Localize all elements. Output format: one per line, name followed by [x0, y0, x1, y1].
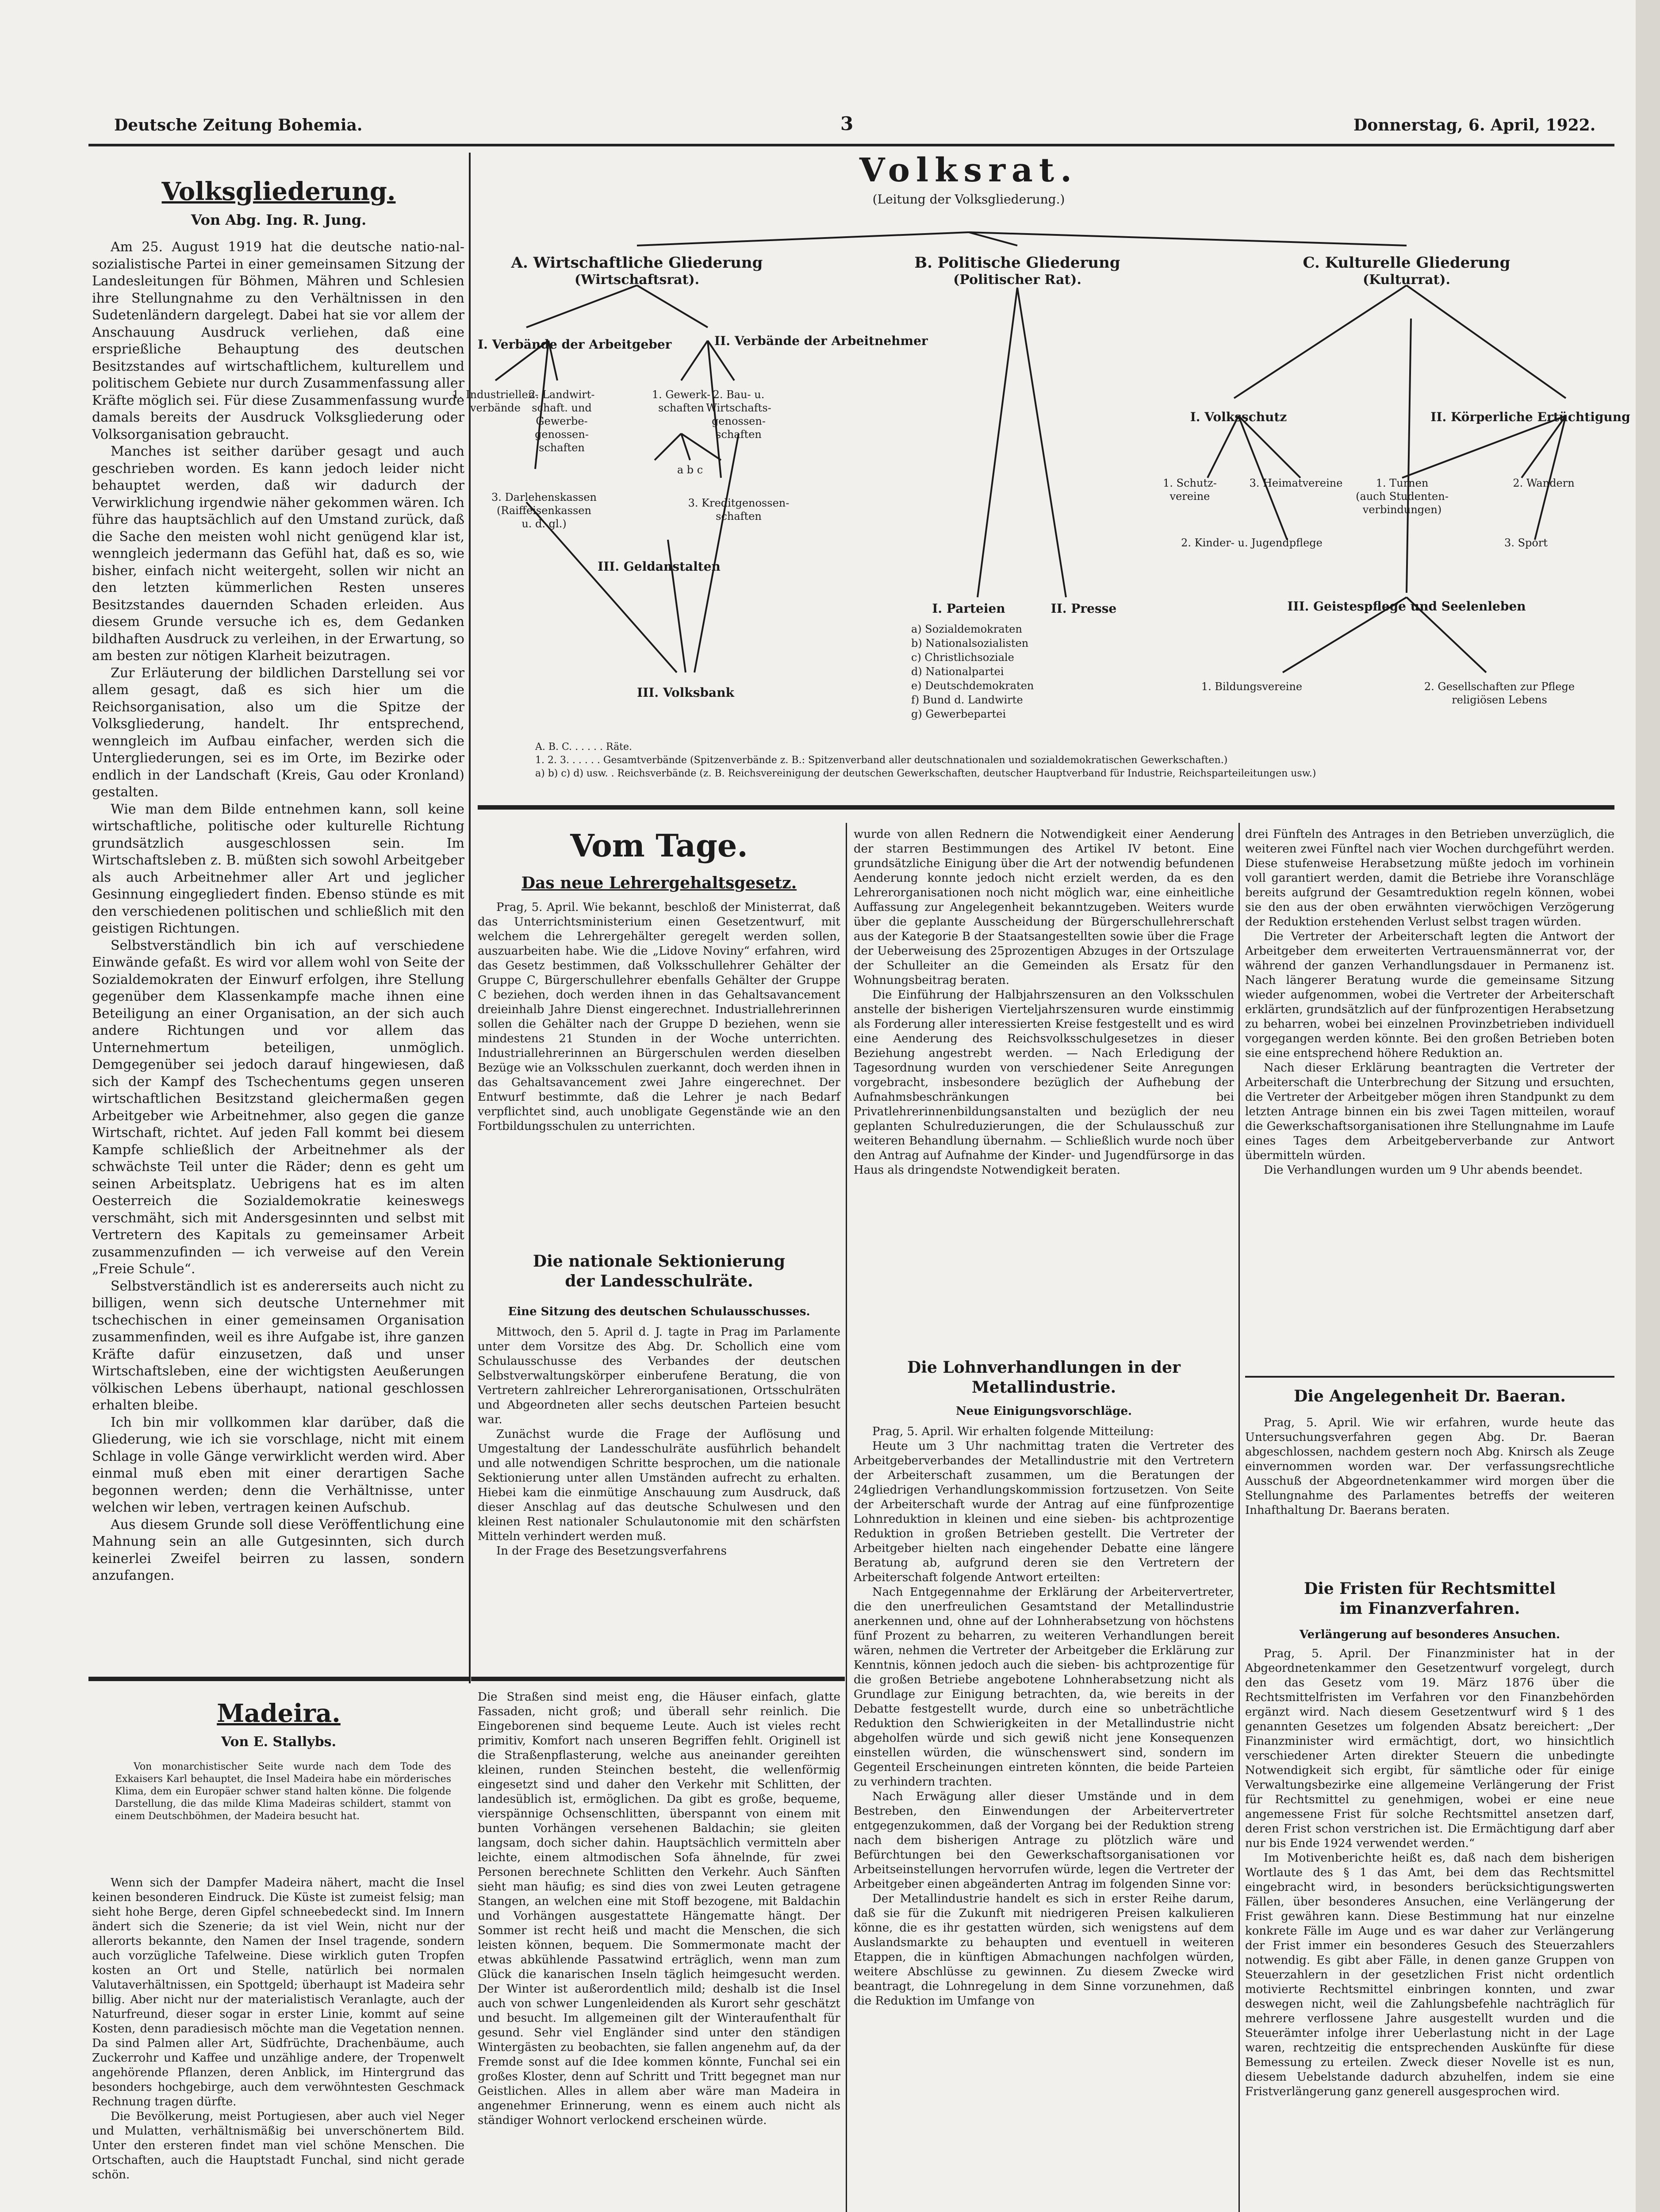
node-label: 3. Heimatvereine [1249, 477, 1343, 489]
node-press: II. Presse [1050, 601, 1117, 616]
paragraph: Prag, 5. April. Wir erhalten folgende Mitteilung: [872, 1425, 1154, 1438]
node-label: 2. Landwirt- [529, 388, 595, 401]
party-item: a) Sozialdemokraten [911, 623, 1022, 635]
article-subheadline: Verlängerung auf besonderes Ansuchen. [1299, 1628, 1560, 1641]
article-headline: Metallindustrie. [971, 1378, 1116, 1397]
article-headline: Die Fristen für Rechtsmittel [1304, 1579, 1556, 1598]
node-label: schaft. und [532, 402, 592, 414]
paragraph: Selbstverständlich bin ich auf verschiedene Einwände gefaßt. Es wird vor allem wohl von Seite der Sozialdemokraten der Einwurf erfolgen, ihre Stellung gegenüber dem Klassenkampfe mache ihnen eine Beteiligung an einer Organisation, an der sich auch andere Richtungen und vor allem das Unternehmertum beteiligen, unmöglich. Demgegenüber sei jedoch darauf hingewiesen, daß sich der Kampf des Tschechentums gegen unseren wirtschaftlichen Besitzstand gleichermaßen gegen Arbeitgeber wie Arbeitnehmer, also gegen die ganze Wirtschaft, richtet. Auf jeden Fall kommt bei diesem Kampfe schließlich der Arbeitnehmer als der schwächste Teil unter die Räder; denn es geht um seinen Arbeitsplatz. Uebrigens hat es im alten Oesterreich die Sozialdemokratie keineswegs verschmäht, sich mit Andersgesinnten und selbst mit Vertretern des Kapitals zu gemeinsamer Arbeit zusammenzufinden — ich verweise auf den Verein „Freie Schule“. [92, 937, 464, 1277]
party-item: d) Nationalpartei [911, 665, 1004, 678]
column-divider [469, 153, 471, 1683]
diagram-title: Volksrat. [859, 151, 1078, 189]
branch-b-sublabel: (Politischer Rat). [953, 272, 1081, 288]
legend-line: A. B. C. . . . . . Räte. [535, 741, 633, 753]
node-label: genossen- [535, 428, 589, 441]
node-label: Gewerbe- [536, 415, 588, 427]
node-peoples-bank: III. Volksbank [637, 685, 734, 700]
node-label: schaften [716, 428, 762, 441]
node-label: (auch Studenten- [1356, 490, 1449, 503]
node-label: 1. Turnen [1376, 477, 1429, 489]
node-label: schaften [716, 510, 762, 522]
article-body [478, 1325, 840, 1670]
paragraph: Die Verhandlungen wurden um 9 Uhr abends beendet. [1264, 1164, 1583, 1177]
node-physical: II. Körperliche Ertüchtigung [1430, 410, 1630, 424]
node-label: 1. Schutz- [1163, 477, 1217, 489]
article-title: Volksgliederung. [161, 177, 396, 206]
organization-diagram [452, 150, 1630, 796]
node-label: u. d. gl.) [521, 518, 567, 530]
node-parties: I. Parteien [932, 601, 1005, 616]
section-title: Vom Tage. [570, 827, 748, 864]
node-label: 3. Sport [1504, 537, 1548, 549]
node-label: 1. Gewerk- [652, 388, 711, 401]
article-body [1245, 827, 1614, 1367]
node-label: 2. Kinder- u. Jugendpflege [1181, 537, 1323, 549]
node-banks: III. Geldanstalten [598, 559, 721, 574]
article-headline: der Landesschulräte. [565, 1272, 753, 1290]
newspaper-name: Deutsche Zeitung Bohemia. [114, 116, 363, 134]
paragraph: Zunächst wurde die Frage der Auflösung und Umgestaltung der Landesschulräte ausführlich behandelt und alle notwendigen Schritte besprochen, um die nationale Sektionierung unter allen Umständen aufrecht zu erhalten. Hiebei kam die einmütige Anschauung zum Ausdruck, daß dieser Anschlag auf das deutsche Schulwesen und den kleinen Rest nationaler Schulautonomie mit den schärfsten Mitteln verhindert werden muß. [478, 1428, 840, 1543]
paragraph: Der Metallindustrie handelt es sich in erster Reihe darum, daß sie für die Zukunft mit niedrigeren Preisen kalkulieren könne, die es ihr gestatten würden, sich wenigstens auf dem Auslandsmarkte zu behaupten und eventuell in weiteren Etappen, die in künftigen Abmachungen nachfolgen würden, weitere Abschlüsse zu gewinnen. Zu diesem Zwecke wird beantragt, die Lohnregelung in dem Sinne vorzunehmen, daß die Reduktion im Umfange von [854, 1892, 1234, 2008]
node-employer-assoc: I. Verbände der Arbeitgeber [478, 337, 672, 352]
column-divider [1238, 823, 1240, 2212]
node-label: schaften [539, 442, 585, 454]
page-edge [1636, 0, 1660, 2212]
article-body [854, 1425, 1234, 2212]
article-headline: Das neue Lehrergehaltsgesetz. [521, 874, 797, 892]
node-label: 2. Gesellschaften zur Pflege [1424, 680, 1575, 693]
article-body [854, 827, 1234, 1345]
paragraph: Wie man dem Bilde entnehmen kann, soll keine wirtschaftliche, politische oder kulturelle Richtung grundsätzlich ausgeschlossen sein. Im Wirtschaftsleben z. B. müßten sich sowohl Arbeitgeber als auch Arbeitnehmer aller Art und jeglicher Gesinnung eingegliedert finden. Ebenso stünde es mit den verschiedenen politischen und schließlich mit den geistigen Richtungen. [92, 801, 464, 936]
branch-c-sublabel: (Kulturrat). [1362, 272, 1451, 288]
paragraph: Die Straßen sind meist eng, die Häuser einfach, glatte Fassaden, nicht groß; und überall sehr reinlich. Die Eingeborenen sind bequeme Leute. Auch ist vieles recht primitiv, Komfort nach unseren Begriffen fehlt. Originell ist die Straßenpflasterung, welche aus aneinander gereihten kleinen, runden Steinchen besteht, die wellenförmig eingesetzt sind und daher den Verkehr mit Schlitten, der landesüblich ist, ermöglichen. Da gibt es große, bequeme, vierspännige Ochsenschlitten, überspannt von einem mit bunten Vorhängen versehenen Baldachin; sie gleiten langsam, doch sicher dahin. Hauptsächlich vermitteln aber leichte, einem altmodischen Sofa ähnelnde, für zwei Personen berechnete Schlitten den Verkehr. Auch Sänften sieht man häufig; es sind dies von zwei Leuten getragene Stangen, an welchen eine mit Stoff bezogene, mit Baldachin und Vorhängen ausgestattete Hängematte hängt. Der Sommer ist recht heiß und macht die Menschen, die sich leisten können, bequem. Die Sommermonate macht der etwas abkühlende Passatwind erträglich, wenn man zum Glück die kanarischen Inseln täglich heimgesucht werden. Der Winter ist außerordentlich mild; deshalb ist die Insel auch von schwer Lungenleidenden als Kurort sehr geschätzt und besucht. Im allgemeinen gilt der Winteraufenthalt für gesund. Sehr viel Engländer sind unter den ständigen Wintergästen zu beobachten, sie fallen angenehm auf, da der Fremde sonst auf die Idee kommen könnte, Funchal sei ein großes Kloster, denn auf Schritt und Tritt begegnet man nur Geistlichen. Alles in allem aber wäre man Madeira in angenehmer Erinnerung, wenn es einem auch nicht als ständiger Wohnort verlockend erscheinen würde. [478, 1690, 840, 2127]
legend-line: 1. 2. 3. . . . . . Gesamtverbände (Spitzenverbände z. B.: Spitzenverband aller deutschnationalen und sozialdemokratischen Gewerkschaften.) [535, 755, 1228, 766]
article-title: Madeira. [217, 1699, 341, 1728]
article-headline: Die Lohnverhandlungen in der [907, 1358, 1181, 1377]
article-headline: Die nationale Sektionierung [533, 1252, 786, 1271]
article-body [92, 239, 464, 1668]
node-label: 1. Bildungsvereine [1201, 680, 1303, 693]
node-label: 2. Bau- u. [713, 388, 765, 401]
paragraph: Nach dieser Erklärung beantragten die Vertreter der Arbeiterschaft die Unterbrechung der Sitzung und ersuchten, die Vertreter der Arbeitgeber mögen ihren Standpunkt zu dem letzten Antrage binnen ein bis zwei Tagen mitteilen, worauf die Gewerkschaftsorganisationen ihre Stellungnahme im Laufe eines Tages dem Arbeitgeberverbande zur Antwort übermitteln würden. [1245, 1061, 1614, 1162]
paragraph: Prag, 5. April. Wie wir erfahren, wurde heute das Untersuchungsverfahren gegen Abg. Dr. Baeran abgeschlossen, nachdem gestern noch Abg. Knirsch als Zeuge einvernommen worden war. Der verfassungsrechtliche Ausschuß der Abgeordnetenkammer wird morgen über die Stellungnahme des Parlamentes betreffs der weiteren Inhafthaltung Dr. Baerans beraten. [1245, 1416, 1614, 1517]
paragraph: Wenn sich der Dampfer Madeira nähert, macht die Insel keinen besonderen Eindruck. Die Küste ist zumeist felsig; man sieht hohe Berge, deren Gipfel schneebedeckt sind. Im Innern ändert sich die Szenerie; da ist viel Wein, nicht nur der allerorts bekannte, den Namen der Insel tragende, sondern auch vorzügliche Tafelweine. Diese wirklich guten Tropfen kosten an Ort und Stelle, natürlich bei normalen Valutaverhältnissen, ein Spottgeld; überhaupt ist Madeira sehr billig. Aber nicht nur der materialistisch Veranlagte, auch der Naturfreund, dieser sogar in erster Linie, kommt auf seine Kosten, denn paradiesisch möchte man die Vegetation nennen. Da sind Palmen aller Art, Südfrüchte, Drachenbäume, auch Zuckerrohr und Kaffee und unzählige andere, der Tropenwelt angehörende Pflanzen, deren Anblick, im Hintergrund das besonders hochgebirge, auch dem verwöhntesten Geschmack Rechnung tragen dürfte. [92, 1876, 464, 2108]
node-label: Wirtschafts- [706, 402, 771, 414]
paragraph: Manches ist seither darüber gesagt und auch geschrieben worden. Es kann jedoch leider nicht behauptet werden, daß wir dadurch der Verwirklichung irgendwie näher gekommen wären. Ich führe das hauptsächlich auf den Umstand zurück, daß die Sache den meisten wohl nicht genügend klar ist, wenngleich jedermann das Gefühl hat, daß es so, wie bisher, einfach nicht weitergeht, sollen wir nicht an den letzten kümmerlichen Resten unseres Besitzstandes dauernden Schaden erleiden. Aus diesem Grunde versuche ich es, dem Gedanken bildhaften Ausdruck zu verleihen, in der Erwartung, so am besten zur nötigen Klarheit beizutragen. [92, 444, 464, 664]
paragraph: Selbstverständlich ist es andererseits auch nicht zu billigen, wenn sich deutsche Unternehmer mit tschechischen in einer gemeinsamen Organisation zusammenfinden, weil es ihre Aufgabe ist, ihre ganzen Kräfte dafür einzusetzen, daß und unser Wirtschaftsleben, eine der wichtigsten Aeußerungen völkischen Lebens überhaupt, national geschlossen erhalten bleibe. [92, 1278, 464, 1413]
party-item: b) Nationalsozialisten [911, 637, 1029, 649]
paragraph: Prag, 5. April. Wie bekannt, beschloß der Ministerrat, daß das Unterrichtsministerium einen Gesetzentwurf, mit welchem die Lehrergehälter geregelt werden sollen, auszuarbeiten habe. Wie die „Lidove Noviny“ erfahren, wird das Gesetz bestimmen, daß Volksschullehrer Gehälter der Gruppe C, Bürgerschullehrer ebenfalls Gehälter der Gruppe C beziehen, doch werden ihnen in das Gehaltsavancement dreieinhalb Jahre Dienst eingerechnet. Industriallehrerinnen sollen die Gehälter nach der Gruppe D beziehen, wenn sie mindestens 21 Stunden in der Woche unterrichten. Industriallehrerinnen an Bürgerschulen werden dieselben Bezüge wie an Volksschulen zuerkannt, doch werden ihnen in das Gehaltsavancement zwei Jahre eingerechnet. Der Entwurf bestimmte, daß die Lehrer je nach Bedarf verpflichtet sind, auch unobligate Gegenstände wie an den Fortbildungsschulen zu unterrichten. [478, 901, 840, 1133]
article-headline: Die Angelegenheit Dr. Baeran. [1294, 1387, 1566, 1406]
paragraph: Nach Entgegennahme der Erklärung der Arbeitervertreter, die den unerfreulichen Gesamtstand der Metallindustrie anerkennen und, ohne auf der Lohnherabsetzung von höchstens fünf Prozent zu beharren, zu weiteren Verhandlungen bereit wären, nehmen die Vertreter der Arbeitgeber die Erklärung zur Kenntnis, können jedoch auch die sieben- bis achtprozentige für die großen Betriebe angebotene Lohnherabsetzung nicht als Grundlage zur Einigung betrachten, da, wie bereits in der Debatte festgestellt wurde, durch eine so unbeträchtliche Reduktion den Schwierigkeiten in der Metallindustrie nicht abgeholfen würde und sich gewiß nicht jene Konsequenzen einstellen würden, die wünschenswert sind, sondern im Gegenteil Erscheinungen eintreten könnten, die beide Parteien zu verhindern trachten. [854, 1586, 1234, 1789]
article-intro [115, 1761, 451, 1871]
article-subheadline: Eine Sitzung des deutschen Schulausschusses. [508, 1305, 810, 1318]
paragraph: Nach Erwägung aller dieser Umstände und in dem Bestreben, den Einwendungen der Arbeitervertreter entgegenzukommen, daß der Vorgang bei der Reduktion streng nach dem bisherigen Antrage zu plötzlich wäre und Befürchtungen bei den Gewerkschaftsorganisationen vor Arbeitseinstellungen hervorrufen würde, legen die Vertreter der Arbeitgeber einen abgeänderten Antrag im folgenden Sinne vor: [854, 1790, 1234, 1891]
party-item: g) Gewerbepartei [911, 708, 1006, 720]
article-author: Von E. Stallybs. [221, 1734, 337, 1750]
branch-a-label: A. Wirtschaftliche Gliederung [511, 254, 763, 272]
paragraph: drei Fünfteln des Antrages in den Betrieben unverzüglich, die weiteren zwei Fünftel nach vier Wochen durchgeführt werden. Diese stufenweise Herabsetzung müßte jedoch im vorhinein voll garantiert werden, damit die Betriebe ihre Voranschläge bereits aufgrund der Gesamtreduktion regeln können, wobei sie den aus der oben erwähnten vierwöchigen Verzögerung der Reduktion erstehenden Verlust selbst tragen würden. [1245, 828, 1614, 929]
legend-line: a) b) c) d) usw. . Reichsverbände (z. B. Reichsvereinigung der deutschen Gewerkschaften, deutscher Hauptverband für Industrie, Reichsparteileitungen usw.) [535, 768, 1316, 779]
node-spiritual: III. Geistespflege und Seelenleben [1287, 599, 1526, 614]
node-label: 3. Darlehenskassen [491, 491, 597, 503]
article-headline: im Finanzverfahren. [1339, 1599, 1520, 1618]
node-label: vereine [1169, 490, 1210, 503]
article-body [478, 1690, 840, 2212]
paragraph: Im Motivenberichte heißt es, daß nach dem bisherigen Wortlaute des § 1 das Amt, bei dem das Rechtsmittel eingebracht wird, in besonders berücksichtigungswerten Fällen, über besonderes Ansuchen, eine Verlängerung der Frist gewähren kann. Diese Bestimmung hat nur einzelne konkrete Fälle im Auge und es war daher zur Verlängerung der Frist immer ein besonderes Gesuch des Steuerzahlers notwendig. Es gibt aber Fälle, in denen ganze Gruppen von Steuerzahlern in der gesetzlichen Frist nicht ordentlich motivierte Rechtsmittel einbringen konnten, und zwar deswegen nicht, weil die Zahlungsbefehle nachträglich für mehrere verflossene Jahre ausgestellt wurden und die Steuerämter infolge ihrer Ueberlastung nicht in der Lage waren, rechtzeitig die entsprechenden Auskünfte für diese Bemessung zu erteilen. Zweck dieser Novelle ist es nun, diesem Uebelstande dadurch abzuhelfen, indem sie eine Fristverlängerung ganz generell ausgesprochen wird. [1245, 1851, 1614, 2098]
node-label: religiösen Lebens [1452, 694, 1547, 706]
node-label: 2. Wandern [1513, 477, 1575, 489]
article-body [478, 900, 840, 1245]
node-label: 3. Kreditgenossen- [688, 497, 790, 509]
article-body [1245, 1416, 1614, 1575]
node-label: verbände [470, 402, 521, 414]
paragraph: Zur Erläuterung der bildlichen Darstellung sei vor allem gesagt, daß es sich hier um die Reichsorganisation, also um die Spitze der Volksgliederung, handelt. Ihr entsprechend, wenngleich im Aufbau einfacher, werden sich die Untergliederungen, sei es im Orte, im Bezirke oder endlich in der Landschaft (Kreis, Gau oder Kronland) gestalten. [92, 665, 464, 800]
paragraph: Von monarchistischer Seite wurde nach dem Tode des Exkaisers Karl behauptet, die Insel Madeira habe ein mörderisches Klima, dem ein Europäer schwer stand halten könne. Die folgende Darstellung, die das milde Klima Madeiras schildert, stammt von einem Deutschböhmen, der Madeira besucht hat. [115, 1761, 451, 1822]
branch-a-sublabel: (Wirtschaftsrat). [574, 272, 700, 288]
paragraph: wurde von allen Rednern die Notwendigkeit einer Aenderung der starren Bestimmungen des Artikel IV betont. Eine grundsätzliche Einigung über die Art der notwendig befundenen Aenderung konnte jedoch nicht erzielt werden, da es den Lehrerorganisationen noch nicht möglich war, eine einheitliche Auffassung zur Angelegenheit bekanntzugeben. Weiters wurde über die geplante Ausscheidung der Bürgerschullehrerschaft aus der Kategorie B der Staatsangestellten sowie über die Frage der Ueberweisung des 25prozentigen Abzuges in der Ortszulage der Schulleiter an die Gemeinden als Ersatz für den Wohnungsbeitrag beraten. [854, 828, 1234, 987]
party-item: c) Christlichsoziale [911, 651, 1014, 664]
section-rule [478, 805, 1614, 810]
diagram-subtitle: (Leitung der Volksgliederung.) [872, 192, 1065, 207]
paragraph: Mittwoch, den 5. April d. J. tagte in Prag im Parlamente unter dem Vorsitze des Abg. Dr. Schollich eine vom Schulausschusse des Verbandes der deutschen Selbstverwaltungskörper einberufene Beratung, die von Vertretern zahlreicher Lehrerorganisationen, Ortsschulräten und Abgeordneten aller sechs deutschen Parteien besucht war. [478, 1325, 840, 1426]
branch-c-label: C. Kulturelle Gliederung [1303, 254, 1510, 272]
node-employee-assoc: II. Verbände der Arbeitnehmer [714, 334, 928, 348]
issue-date: Donnerstag, 6. April, 1922. [1353, 116, 1596, 134]
header-rule [88, 144, 1614, 146]
node-label: a b c [677, 464, 703, 476]
paragraph: Die Einführung der Halbjahrszensuren an den Volksschulen anstelle der bisherigen Vierteljahrszensuren wurde einstimmig als Forderung aller interessierten Kreise festgestellt und es wird eine Aenderung des Reichsvolksschulgesetzes in dieser Beziehung angestrebt werden. — Nach Erledigung der Tagesordnung wurden von verschiedener Seite Anregungen vorgebracht, insbesondere bezüglich der Aufhebung der Aufnahmsbeschränkungen bei Privatlehrerinnenbildungsanstalten und bezüglich der neu geplanten Schulreduzierungen, die der Schulausschuß zur weiteren Behandlung übernahm. — Schließlich wurde noch über den Antrag auf Aufnahme der Kinder- und Jugendfürsorge in das Haus als dringendste Notwendigkeit beraten. [854, 988, 1234, 1177]
node-label: verbindungen) [1362, 503, 1442, 516]
node-label: 1. Industriellen- [452, 388, 539, 401]
node-protection: I. Volksschutz [1190, 410, 1287, 424]
paragraph: Ich bin mir vollkommen klar darüber, daß die Gliederung, wie ich sie vorschlage, nicht mit einem Schlage in volle Gänge verwirklicht werden wird. Aber einmal muß eben mit einer derartigen Sache begonnen werden; denn die Verhältnisse, unter welchen wir leben, vertragen keinen Aufschub. [92, 1414, 464, 1515]
paragraph: Aus diesem Grunde soll diese Veröffentlichung eine Mahnung sein an alle Gutgesinnten, sich durch keinerlei Zweifel beirren zu lassen, sondern anzufangen. [92, 1517, 464, 1583]
section-rule [88, 1677, 469, 1681]
party-item: e) Deutschdemokraten [911, 680, 1034, 692]
page-number: 3 [840, 113, 854, 134]
branch-b-label: B. Politische Gliederung [914, 254, 1120, 272]
article-rule [1245, 1376, 1614, 1378]
node-label: schaften [658, 402, 704, 414]
article-body [1245, 1647, 1614, 2212]
node-label: genossen- [712, 415, 766, 427]
column-divider [846, 823, 847, 2212]
section-rule [471, 1677, 845, 1681]
node-label: (Raiffeisenkassen [496, 504, 592, 517]
article-subheadline: Neue Einigungsvorschläge. [955, 1405, 1132, 1418]
paragraph: Prag, 5. April. Der Finanzminister hat in der Abgeordnetenkammer den Gesetzentwurf vorgelegt, durch den das Gesetz vom 19. März 1876 über die Rechtsmittelfristen im Verfahren vor den Finanzbehörden ergänzt wird. Nach diesem Gesetzentwurf wird § 1 des genannten Gesetzes um folgenden Absatz bereichert: „Der Finanzminister wird ermächtigt, dort, wo hinsichtlich verschiedener Arten direkter Steuern die unbedingte Notwendigkeit sich ergibt, für sämtliche oder für einige Verwaltungsbezirke eine allgemeine Verlängerung der Frist für Rechtsmittel zu genehmigen, wobei er eine neue angemessene Frist für solche Rechtsmittel ansetzen darf, deren Frist schon verstrichen ist. Die Ermächtigung darf aber nur bis Ende 1924 verwendet werden.“ [1245, 1647, 1614, 1850]
paragraph: Am 25. August 1919 hat die deutsche natio-nal-sozialistische Partei in einer gemeinsamen Sitzung der Landesleitungen für Böhmen, Mähren und Schlesien ihre Stellungnahme zu den Verhältnissen in den Sudetenländern dargelegt. Dabei hat sie vor allem der Anschauung Ausdruck verliehen, daß eine ersprießliche Behauptung des deutschen Besitzstandes auf wirtschaftlichem, kulturellem und politischem Gebiete nur durch Zusammenfassung aller Kräfte möglich sei. Für diese Zusammenfassung wurde damals bereits der Ausdruck Volksgliederung oder Volksorganisation gebraucht. [92, 239, 464, 442]
article-author: Von Abg. Ing. R. Jung. [191, 211, 367, 228]
paragraph: Die Vertreter der Arbeiterschaft legten die Antwort der Arbeitgeber dem erweiterten Vertrauensmännerrat vor, der während der ganzen Verhandlungsdauer in Permanenz ist. Nach längerer Beratung wurde die gemeinsame Sitzung wieder aufgenommen, wobei die Vertreter der Arbeiterschaft erklärten, grundsätzlich auf der fünfprozentigen Herabsetzung zu beharren, wobei bei einzelnen Provinzbetrieben individuell vorgegangen werden könnte. Bei den großen Betrieben boten sie eine entsprechend höhere Reduktion an. [1245, 930, 1614, 1060]
article-body [92, 1876, 464, 2212]
paragraph: Die Bevölkerung, meist Portugiesen, aber auch viel Neger und Mulatten, verhältnismäßig bei unverschönertem Bild. Unter den ersteren findet man viel schöne Menschen. Die Ortschaften, auch die Hauptstadt Funchal, sind nicht gerade schön. [92, 2110, 464, 2181]
paragraph: In der Frage des Besetzungsverfahrens [496, 1544, 727, 1558]
paragraph: Heute um 3 Uhr nachmittag traten die Vertreter des Arbeitgeberverbandes der Metallindustrie mit den Vertretern der Arbeiterschaft zusammen, um die Beratungen der 24gliedrigen Verhandlungskommission fortzusetzen. Von Seite der Arbeiterschaft wurde der Antrag auf eine fünfprozentige Lohnreduktion in kleinen und eine sieben- bis achtprozentige Reduktion in großen Betrieben gestellt. Die Vertreter der Arbeitgeber hielten nach eingehender Debatte eine längere Beratung ab, aufgrund deren sie den Vertretern der Arbeiterschaft folgende Antwort erteilten: [854, 1440, 1234, 1584]
party-item: f) Bund d. Landwirte [911, 694, 1023, 706]
